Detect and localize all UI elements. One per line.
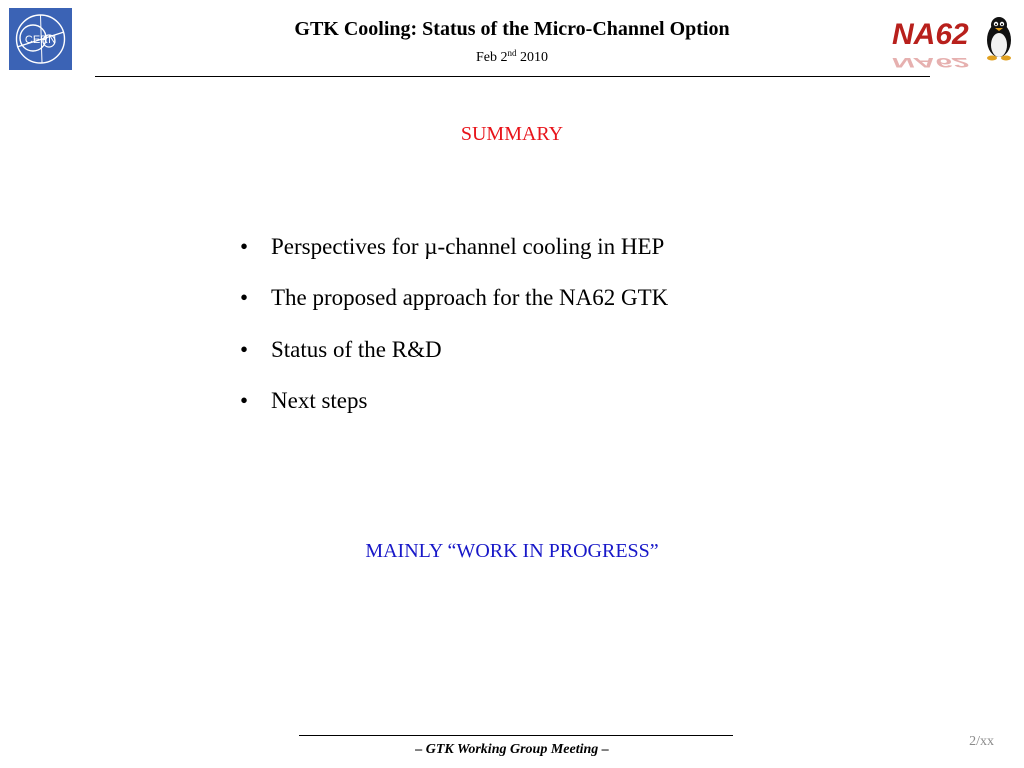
slide-date [0,49,1024,67]
bullet-text: Status of the R&D [271,336,442,362]
bullet-icon: • [240,336,249,362]
bullet-text: Next steps [271,387,368,413]
na62-logo-text: NA62 [892,18,969,51]
date-superscript: nd [507,48,517,58]
summary-heading: SUMMARY [460,123,564,145]
summary-bullet-list [240,232,668,437]
work-in-progress-note: MAINLY “WORK IN PROGRESS” [365,540,659,562]
date-suffix: 2010 [516,50,548,65]
list-item [240,283,668,334]
penguin-icon [987,17,1011,61]
header-divider [95,76,930,77]
bullet-text: Perspectives for µ-channel cooling in HEP [271,234,665,259]
list-item [240,386,668,437]
bullet-icon: • [240,234,249,259]
na62-logo [888,12,1020,68]
footer-divider [299,735,733,736]
date-prefix: Feb 2 [476,50,508,65]
na62-logo-reflection: NA62 [892,55,969,68]
bullet-icon: • [240,285,249,311]
footer-meeting-name: – GTK Working Group Meeting – [415,742,609,757]
cern-logo-text: CERN [24,34,57,46]
list-item [240,335,668,386]
bullet-text: The proposed approach for the NA62 GTK [271,285,669,311]
bullet-icon: • [240,387,249,413]
slide-title: GTK Cooling: Status of the Micro-Channel Option [294,18,730,40]
page-number: 2/xx [969,734,994,749]
list-item [240,232,668,283]
